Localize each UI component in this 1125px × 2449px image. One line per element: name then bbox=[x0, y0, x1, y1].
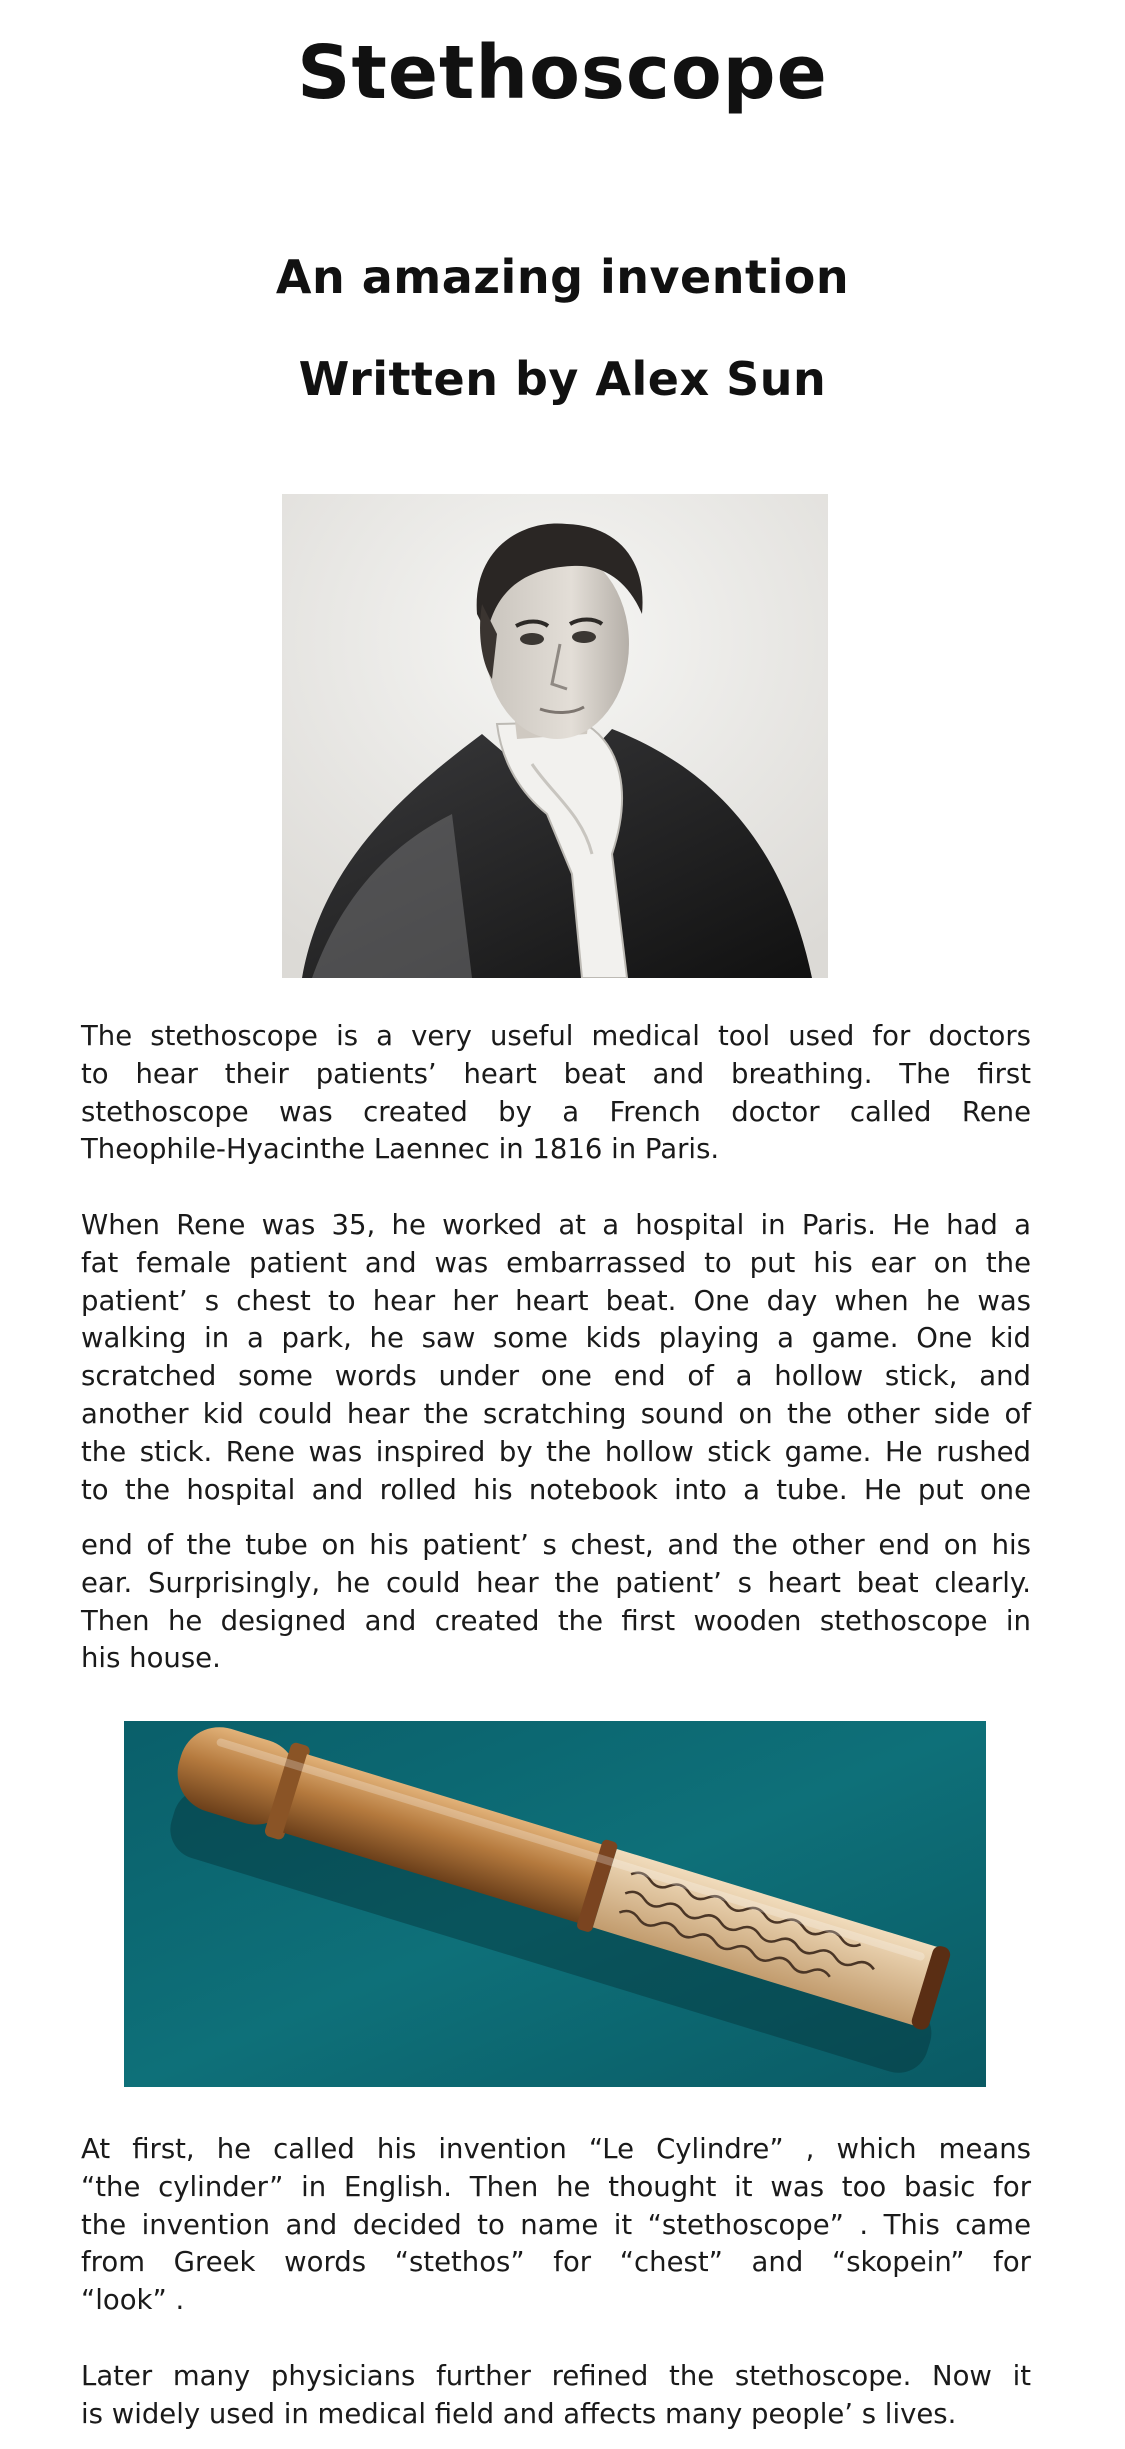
text-line: walking in a park, he saw some kids playing a game. One kid bbox=[81, 1322, 1031, 1355]
text-line: At first, he called his invention “Le Cylindre” , which means bbox=[81, 2133, 1031, 2165]
text-line: fat female patient and was embarrassed to put his ear on the bbox=[81, 1246, 1031, 1279]
portrait-image bbox=[282, 494, 828, 978]
text-line: is widely used in medical field and affects many people’ s lives. bbox=[81, 2397, 957, 2430]
paragraph-story-continued bbox=[81, 1527, 1031, 1678]
text-line: “look” . bbox=[81, 2284, 185, 2317]
text-line: Then he designed and created the first wooden stethoscope in bbox=[81, 1604, 1031, 1637]
stethoscope-image bbox=[124, 1721, 986, 2087]
text-line: Theophile-Hyacinthe Laennec in 1816 in Paris. bbox=[81, 1133, 720, 1166]
text-line: another kid could hear the scratching sound on the other side of bbox=[81, 1397, 1031, 1430]
paragraph-conclusion bbox=[81, 2358, 1031, 2434]
text-line: Later many physicians further refined the stethoscope. Now it bbox=[81, 2360, 1031, 2392]
text-line: patient’ s chest to hear her heart beat. One day when he was bbox=[81, 1284, 1031, 1317]
laennec-portrait-icon bbox=[282, 494, 828, 978]
text-line: ear. Surprisingly, he could hear the patient’ s heart beat clearly. bbox=[81, 1566, 1031, 1599]
text-line: “the cylinder” in English. Then he thought it was too basic for bbox=[81, 2170, 1031, 2203]
paragraph-naming bbox=[81, 2131, 1031, 2320]
text-line: stethoscope was created by a French doctor called Rene bbox=[81, 1095, 1031, 1128]
page-subtitle: An amazing invention bbox=[275, 250, 850, 304]
text-line: the stick. Rene was inspired by the hollow stick game. He rushed bbox=[81, 1435, 1031, 1468]
text-line: to the hospital and rolled his notebook into a tube. He put one bbox=[81, 1473, 1031, 1506]
text-line: from Greek words “stethos” for “chest” and “skopein” for bbox=[81, 2246, 1031, 2279]
text-line: scratched some words under one end of a hollow stick, and bbox=[81, 1360, 1031, 1393]
text-line: end of the tube on his patient’ s chest, and the other end on his bbox=[81, 1529, 1031, 1561]
text-line: to hear their patients’ heart beat and breathing. The first bbox=[81, 1057, 1031, 1090]
wooden-stethoscope-icon bbox=[124, 1721, 986, 2087]
paragraph-story bbox=[81, 1207, 1031, 1509]
text-line: When Rene was 35, he worked at a hospital in Paris. He had a bbox=[81, 1209, 1031, 1241]
text-line: the invention and decided to name it “stethoscope” . This came bbox=[81, 2208, 1031, 2241]
text-line: The stethoscope is a very useful medical tool used for doctors bbox=[81, 1020, 1031, 1052]
page-title: Stethoscope bbox=[297, 30, 828, 116]
paragraph-intro bbox=[81, 1018, 1031, 1169]
text-line: his house. bbox=[81, 1642, 221, 1675]
byline: Written by Alex Sun bbox=[298, 352, 827, 406]
